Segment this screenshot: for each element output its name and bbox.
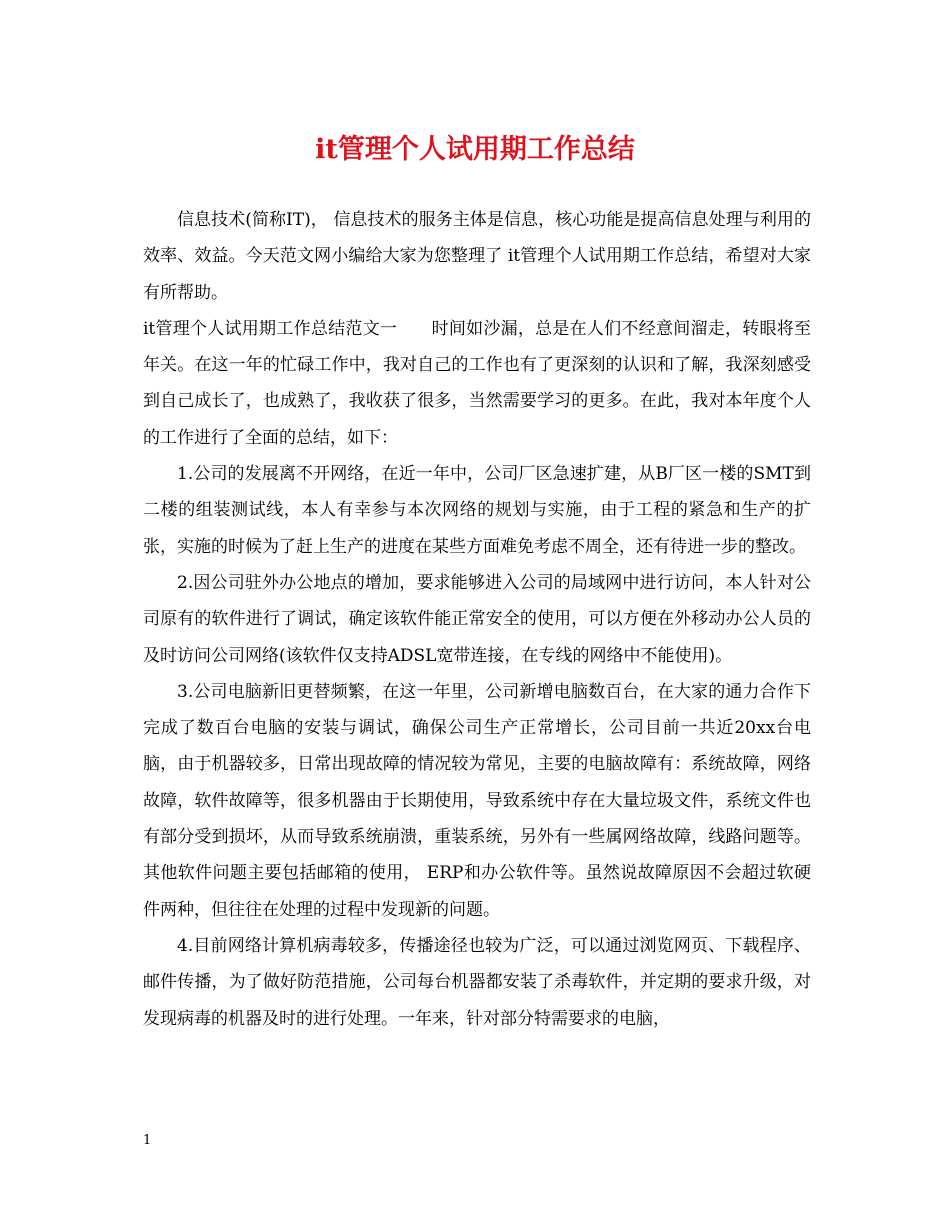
page-title: it管理个人试用期工作总结 bbox=[315, 134, 635, 165]
document-body bbox=[143, 202, 811, 1037]
paragraph-intro: 信息技术(简称IT)， 信息技术的服务主体是信息，核心功能是提高信息处理与利用的效率、效益。今天范文网小编给大家为您整理了 it管理个人试用期工作总结，希望对大家有所帮助。 bbox=[143, 210, 811, 303]
paragraph-item-3: 3.公司电脑新旧更替频繁，在这一年里，公司新增电脑数百台，在大家的通力合作下完成了数百台电脑的安装与调试，确保公司生产正常增长，公司目前一共近20xx台电脑，由于机器较多，日常出现故障的情况较为常见，主要的电脑故障有：系统故障，网络故障，软件故障等，很多机器由于长期使用，导致系统中存在大量垃圾文件，系统文件也有部分受到损坏，从而导致系统崩溃，重装系统，另外有一些属网络故障，线路问题等。其他软件问题主要包括邮箱的使用， ERP和办公软件等。虽然说故障原因不会超过软硬件两种，但往往在处理的过程中发现新的问题。 bbox=[143, 681, 811, 920]
paragraph-sample-one: it管理个人试用期工作总结范文一 时间如沙漏，总是在人们不经意间溜走，转眼将至年关。在这一年的忙碌工作中，我对自己的工作也有了更深刻的认识和了解，我深刻感受到自己成长了，也成熟了，我收获了很多，当然需要学习的更多。在此，我对本年度个人的工作进行了全面的总结，如下： bbox=[143, 318, 811, 448]
page-number: 1 bbox=[143, 1133, 152, 1148]
paragraph-item-1: 1.公司的发展离不开网络，在近一年中，公司厂区急速扩建，从B厂区一楼的SMT到二楼的组装测试线，本人有幸参与本次网络的规划与实施，由于工程的紧急和生产的扩张，实施的时候为了赶上生产的进度在某些方面难免考虑不周全，还有待进一步的整改。 bbox=[143, 464, 811, 557]
paragraph-item-4: 4.目前网络计算机病毒较多，传播途径也较为广泛，可以通过浏览网页、下载程序、邮件传播，为了做好防范措施，公司每台机器都安装了杀毒软件，并定期的要求升级，对发现病毒的机器及时的进行处理。一年来，针对部分特需要求的电脑， bbox=[143, 935, 811, 1029]
paragraph-item-2: 2.因公司驻外办公地点的增加，要求能够进入公司的局域网中进行访问，本人针对公司原有的软件进行了调试，确定该软件能正常安全的使用，可以方便在外移动办公人员的及时访问公司网络(该软件仅支持ADSL宽带连接，在专线的网络中不能使用)。 bbox=[143, 572, 811, 666]
